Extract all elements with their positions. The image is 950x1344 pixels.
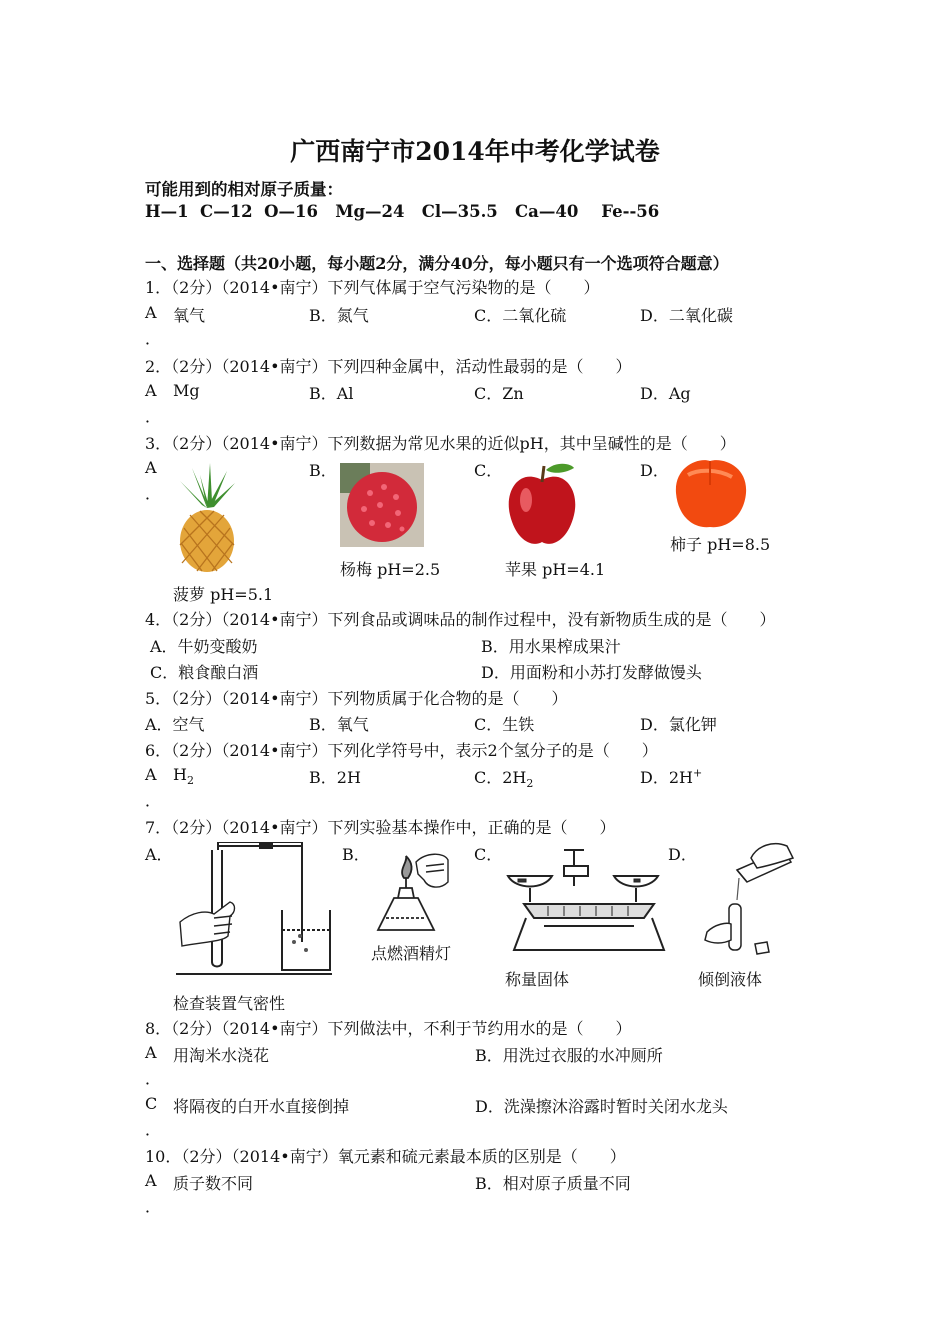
q5-option-b: B．氧气 — [309, 715, 369, 734]
q1-option-c: C．二氧化硫 — [474, 306, 567, 325]
q7-caption-c: 称量固体 — [505, 970, 570, 989]
q5-option-a: A．空气 — [145, 715, 205, 734]
q1-option-d: D．二氧化碳 — [640, 306, 733, 325]
q6-option-b: B．2H — [309, 768, 361, 787]
q4-option-d: D．用面粉和小苏打发酵做馒头 — [481, 663, 702, 682]
q3-option-a-dot: ． — [145, 484, 162, 503]
question-2-stem: 2．（2分）（2014•南宁）下列四种金属中，活动性最弱的是（ ） — [145, 357, 632, 376]
q8-option-a-letter: A — [145, 1043, 157, 1062]
q8-option-c: 将隔夜的白开水直接倒掉 — [173, 1097, 350, 1116]
pouring-liquid-image — [697, 840, 797, 956]
q3-option-c: C． — [474, 461, 503, 480]
pineapple-image — [172, 463, 242, 573]
persimmon-image — [668, 455, 752, 531]
q1-option-a: 氧气 — [173, 306, 206, 325]
q4-option-b: B．用水果榨成果汁 — [481, 637, 621, 656]
q8-option-c-letter: C — [145, 1094, 158, 1113]
q2-option-b: B．Al — [309, 384, 354, 403]
q6-option-a: $H_2$ — [173, 765, 194, 788]
question-7-stem: 7．（2分）（2014•南宁）下列实验基本操作中，正确的是（ ） — [145, 818, 616, 837]
q5-option-c: C．生铁 — [474, 715, 535, 734]
question-5-stem: 5．（2分）（2014•南宁）下列物质属于化合物的是（ ） — [145, 689, 568, 708]
atomic-mass-values: H—1 C—12 O—16 Mg—24 Cl—35.5 Ca—40 Fe--56 — [145, 202, 660, 221]
q7-caption-a: 检查装置气密性 — [173, 994, 286, 1013]
q5-option-d: D．氯化钾 — [640, 715, 717, 734]
q7-option-c: C． — [474, 845, 503, 864]
q8-option-a-dot: ． — [145, 1069, 162, 1088]
q10-option-b: B．相对原子质量不同 — [475, 1174, 631, 1193]
q7-option-b: B． — [342, 845, 370, 864]
q6-option-d: D．2H+ — [640, 766, 703, 787]
q1-option-b: B．氮气 — [309, 306, 369, 325]
q6-option-a-dot: ． — [145, 791, 162, 810]
q4-option-c: C．粮食酿白酒 — [150, 663, 259, 682]
q3-option-a-letter: A — [145, 458, 157, 477]
q10-option-a: 质子数不同 — [173, 1174, 254, 1193]
q1-option-a-letter: A — [145, 303, 157, 322]
q3-option-b: B． — [309, 461, 337, 480]
q8-option-b: B．用洗过衣服的水冲厕所 — [475, 1046, 663, 1065]
q6-option-a-letter: A — [145, 765, 157, 784]
q7-option-a: A． — [145, 845, 173, 864]
alcohol-lamp-image — [368, 848, 452, 934]
q8-option-d: D．洗澡擦沐浴露时暂时关闭水龙头 — [475, 1097, 728, 1116]
q3-caption-b: 杨梅 pH=2.5 — [340, 560, 441, 579]
question-10-stem: 10．（2分）（2014•南宁）氧元素和硫元素最本质的区别是（ ） — [145, 1147, 626, 1166]
q3-caption-d: 柿子 pH=8.5 — [670, 535, 771, 554]
q8-option-a: 用淘米水浇花 — [173, 1046, 270, 1065]
q2-option-c: C．Zn — [474, 384, 524, 403]
apple-image — [502, 460, 582, 550]
q1-option-a-dot: ． — [145, 329, 162, 348]
q10-option-a-letter: A — [145, 1171, 157, 1190]
paper-title: 广西南宁市2014年中考化学试卷 — [290, 137, 660, 166]
question-3-stem: 3．（2分）（2014•南宁）下列数据为常见水果的近似pH，其中呈碱性的是（ ） — [145, 434, 736, 453]
bayberry-image — [340, 463, 424, 547]
q2-option-a: Mg — [173, 381, 200, 400]
q3-caption-a: 菠萝 pH=5.1 — [173, 585, 274, 604]
q2-option-a-dot: ． — [145, 407, 162, 426]
q6-option-c: C．$2H_2$ — [474, 768, 534, 791]
question-1-stem: 1．（2分）（2014•南宁）下列气体属于空气污染物的是（ ） — [145, 278, 600, 297]
q2-option-a-letter: A — [145, 381, 157, 400]
atomic-mass-heading: 可能用到的相对原子质量： — [145, 180, 343, 199]
q3-caption-c: 苹果 pH=4.1 — [505, 560, 606, 579]
q7-caption-d: 倾倒液体 — [698, 970, 763, 989]
question-6-stem: 6．（2分）（2014•南宁）下列化学符号中，表示2个氢分子的是（ ） — [145, 741, 658, 760]
airtightness-check-image — [172, 842, 337, 982]
q7-option-d: D． — [668, 845, 697, 864]
q7-caption-b: 点燃酒精灯 — [371, 944, 452, 963]
q4-option-a: A．牛奶变酸奶 — [150, 637, 258, 656]
q3-option-d: D． — [640, 461, 669, 480]
question-4-stem: 4．（2分）（2014•南宁）下列食品或调味品的制作过程中，没有新物质生成的是（ ） — [145, 610, 776, 629]
question-8-stem: 8．（2分）（2014•南宁）下列做法中，不利于节约用水的是（ ） — [145, 1019, 632, 1038]
balance-image — [504, 846, 669, 958]
section-heading: 一、选择题（共20小题，每小题2分，满分40分，每小题只有一个选项符合题意） — [145, 254, 729, 273]
q10-option-a-dot: ． — [145, 1197, 162, 1216]
q8-option-c-dot: ． — [145, 1120, 162, 1139]
q2-option-d: D．Ag — [640, 384, 691, 403]
